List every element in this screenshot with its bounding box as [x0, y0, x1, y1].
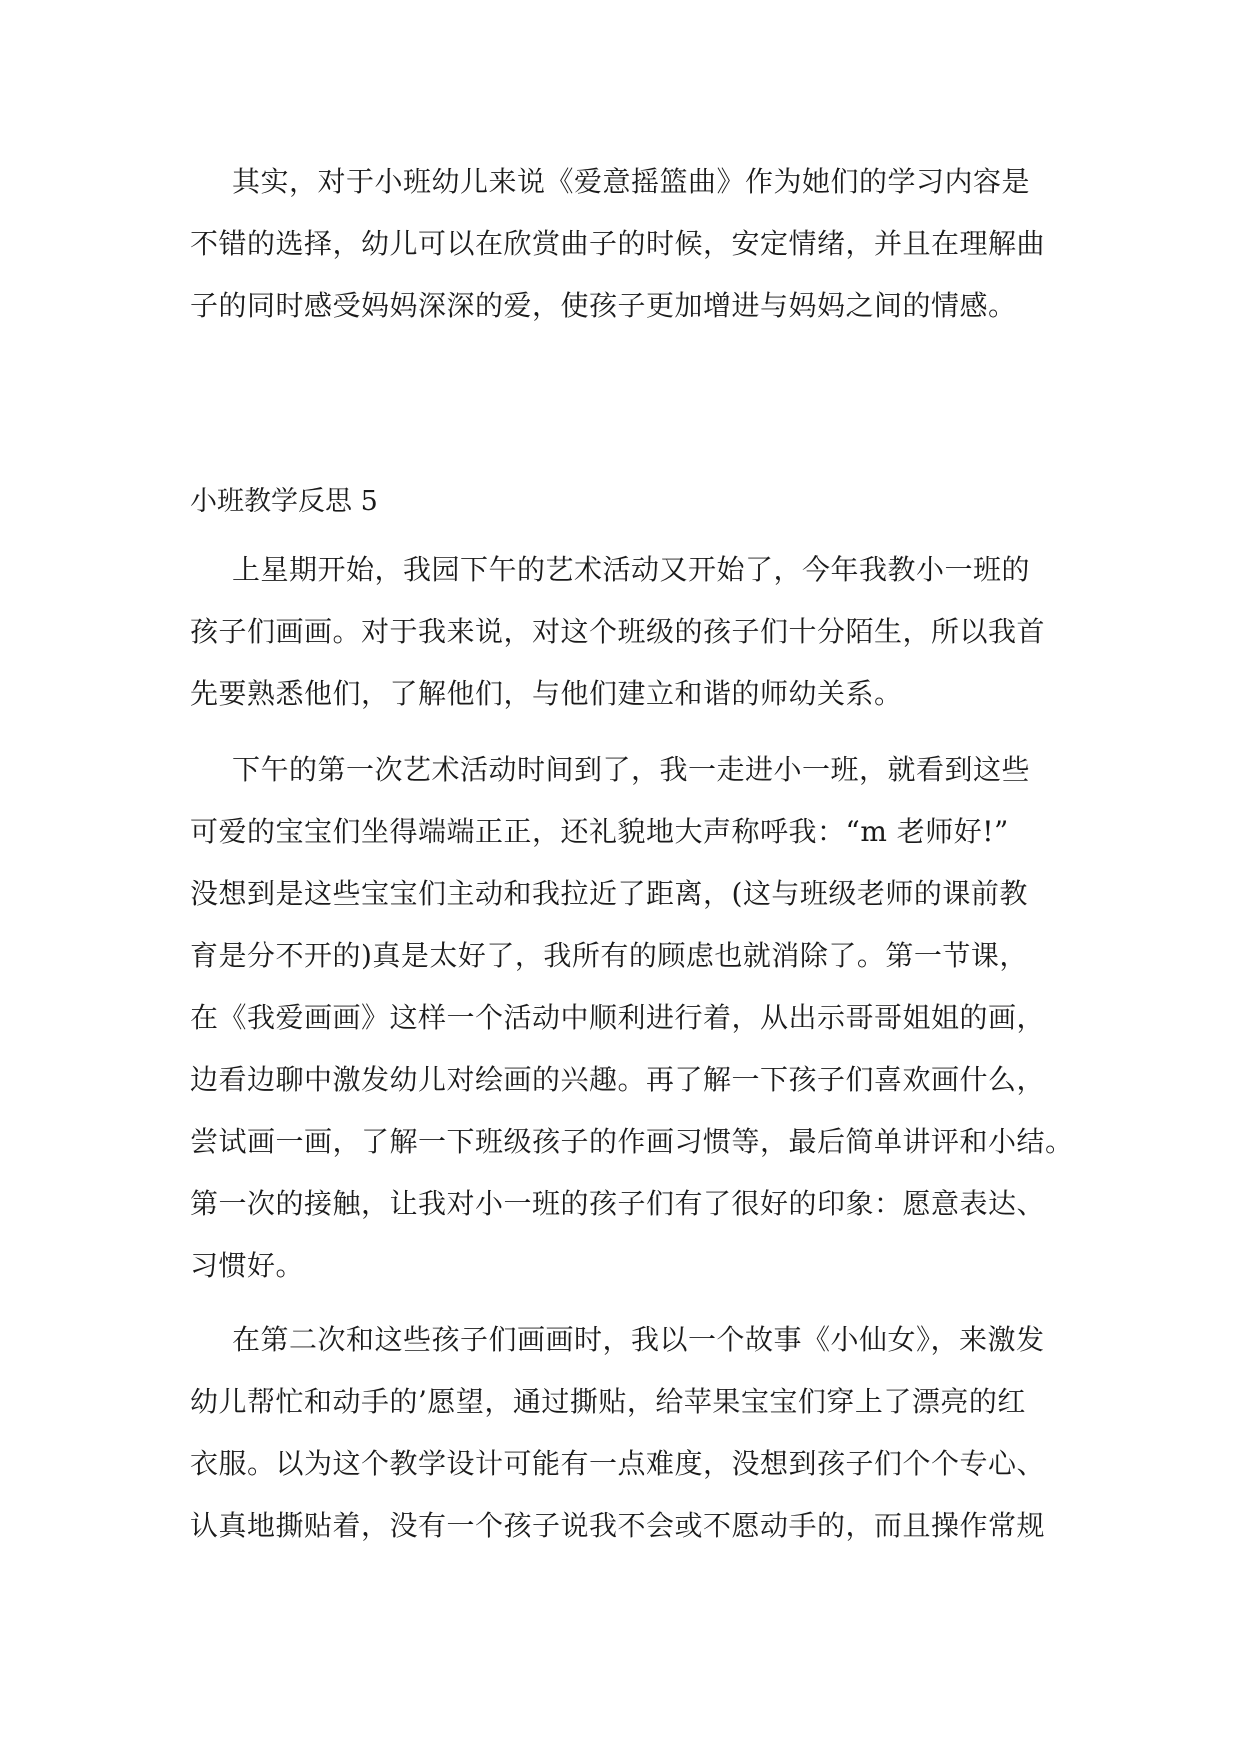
paragraph-line: 孩子们画画。对于我来说，对这个班级的孩子们十分陌生，所以我首 — [190, 615, 1046, 648]
paragraph-line: 在《我爱画画》这样一个活动中顺利进行着，从出示哥哥姐姐的画， — [190, 1001, 1046, 1034]
paragraph-line: 可爱的宝宝们坐得端端正正，还礼貌地大声称呼我：“m 老师好!” — [190, 815, 1009, 848]
paragraph-line: 其实，对于小班幼儿来说《爱意摇篮曲》作为她们的学习内容是 — [232, 165, 1031, 198]
paragraph-line: 衣服。以为这个教学设计可能有一点难度，没想到孩子们个个专心、 — [190, 1447, 1046, 1480]
paragraph-line: 幼儿帮忙和动手的’愿望，通过撕贴，给苹果宝宝们穿上了漂亮的红 — [190, 1385, 1026, 1418]
paragraph-line: 下午的第一次艺术活动时间到了，我一走进小一班，就看到这些 — [232, 753, 1031, 786]
paragraph-line: 上星期开始，我园下午的艺术活动又开始了，今年我教小一班的 — [232, 553, 1031, 586]
paragraph-1 — [190, 151, 1060, 337]
paragraph-line: 边看边聊中激发幼儿对绘画的兴趣。再了解一下孩子们喜欢画什么， — [190, 1063, 1046, 1096]
paragraph-4 — [190, 1309, 1060, 1557]
paragraph-line: 认真地撕贴着，没有一个孩子说我不会或不愿动手的，而且操作常规 — [190, 1509, 1046, 1542]
paragraph-line: 尝试画一画，了解一下班级孩子的作画习惯等，最后简单讲评和小结。 — [190, 1125, 1074, 1158]
paragraph-3 — [190, 739, 1074, 1297]
paragraph-line: 育是分不开的)真是太好了，我所有的顾虑也就消除了。第一节课， — [190, 939, 1028, 972]
section-title: 小班教学反思 5 — [190, 486, 378, 517]
paragraph-line: 第一次的接触，让我对小一班的孩子们有了很好的印象：愿意表达、 — [190, 1187, 1046, 1220]
paragraph-2 — [190, 539, 1060, 725]
paragraph-line: 在第二次和这些孩子们画画时，我以一个故事《小仙女》，来激发 — [232, 1323, 1045, 1356]
paragraph-line: 没想到是这些宝宝们主动和我拉近了距离，(这与班级老师的课前教 — [190, 877, 1028, 910]
paragraph-line: 子的同时感受妈妈深深的爱，使孩子更加增进与妈妈之间的情感。 — [190, 289, 1017, 322]
paragraph-line: 习惯好。 — [190, 1249, 305, 1282]
paragraph-line: 不错的选择，幼儿可以在欣赏曲子的时候，安定情绪，并且在理解曲 — [190, 227, 1046, 260]
paragraph-line: 先要熟悉他们，了解他们，与他们建立和谐的师幼关系。 — [190, 677, 903, 710]
